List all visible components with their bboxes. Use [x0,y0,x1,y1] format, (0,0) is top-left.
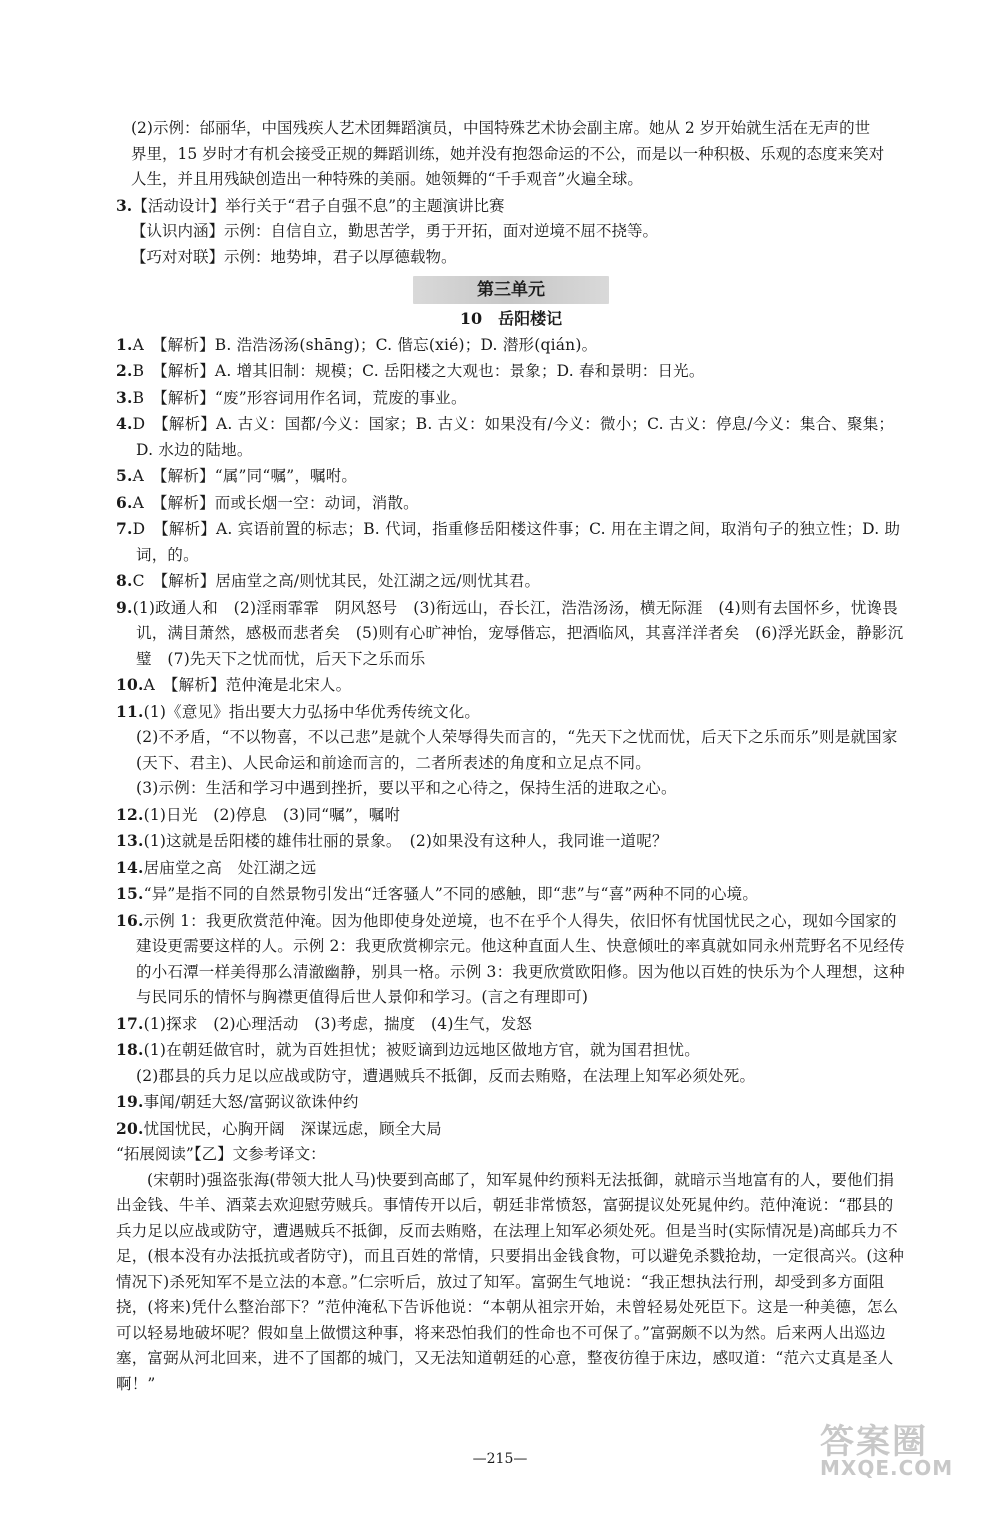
answer-number: 19. [116,1092,144,1111]
intro-line-1: (2)示例：邰丽华，中国残疾人艺术团舞蹈演员，中国特殊艺术协会副主席。她从 2 岁开始就生活在无声的世 [131,119,871,137]
answer-number: 15. [116,884,144,903]
answer-text: A 【解析】B. 浩浩汤汤(shāng)；C. 偕忘(xié)；D. 潜形(qián)。 [132,335,598,354]
lesson-title: 10 岳阳楼记 [459,309,563,328]
answer-item [116,855,906,882]
answer-text: (1)这就是岳阳楼的雄伟壮丽的景象。 (2)如果没有这种人，我同谁一道呢？ [143,832,668,850]
translation-body: (宋朝时)强盗张海(带领大批人马)快要到高邮了，知军晁仲约预料无法抵御，就暗示当地富有的人，要他们捐出金钱、牛羊、酒菜去欢迎慰劳贼兵。事情传开以后，朝廷非常愤怒，富弼提议处死晁仲约。范仲淹说：“郡县的兵力足以应战或防守，遭遇贼兵不抵御，反而去贿赂，在法理上知军必须处死。但是当时(实际情况是)高邮兵力不足，(根本没有办法抵抗或者防守)，而且百姓的常情，只要捐出金钱食物，可以避免杀戮抢劫，一定很高兴。(这种情况下)杀死知军不是立法的本意。”仁宗听后，放过了知军。富弼生气地说：“我正想执法行刑，却受到多方面阻挠，(将来)凭什么整治部下？”范仲淹私下告诉他说：“本朝从祖宗开始，未曾轻易处死臣下。这是一种美德，怎么可以轻易地破坏呢？假如皇上做惯这种事，将来恐怕我们的性命也不可保了。”富弼颇不以为然。后来两人出巡边塞，富弼从河北回来，进不了国都的城门，又无法知道朝廷的心意，整夜彷徨于床边，感叹道：“范六丈真是圣人啊！” [116,1170,905,1393]
answer-number: 11. [116,701,144,721]
answer-item [116,881,906,908]
answer-text: (1)在朝廷做官时，就为百姓担忧；被贬谪到边远地区做地方官，就为国君担忧。 [143,1041,700,1059]
answer-item [116,411,906,463]
answer-number: 9. [116,597,133,617]
answer-number: 12. [116,804,144,824]
answer-item [116,699,906,726]
answer-number: 10. [116,675,144,694]
answer-text: “异”是指不同的自然景物引发出“迁客骚人”不同的感触，即“悲”与“喜”两种不同的心境。 [143,885,759,903]
answer-item [116,358,906,385]
answer-number: 4. [116,414,133,433]
answer-text: (3)示例：生活和学习中遇到挫折，要以平和之心待之，保持生活的进取之心。 [136,779,677,797]
unit-banner: 第三单元 [413,276,609,304]
answer-number: 5. [116,466,133,485]
answer-text: B 【解析】A. 增其旧制：规模；C. 岳阳楼之大观也：景象；D. 春和景明：日光。 [132,362,705,380]
answer-number: 17. [116,1013,144,1033]
answer-text: D 【解析】A. 古义：国都/今义：国家；B. 古义：如果没有/今义：微小；C. 古义：停息/今义：集合、聚集；D. 水边的陆地。 [132,415,895,459]
answer-number: 6. [116,492,133,512]
answer-number: 18. [116,1040,144,1059]
answer-number: 2. [116,361,133,380]
answer-text: D 【解析】A. 宾语前置的标志；B. 代词，指重修岳阳楼这件事；C. 用在主谓之间，取消句子的独立性；D. 助词，的。 [132,520,901,564]
answer-item [116,1011,906,1038]
answer-text: (2)不矛盾，“不以物喜，不以己悲”是就个人荣辱得失而言的，“先天下之忧而忧，后天下之乐而乐”则是就国家(天下、君主)、人民命运和前途而言的，二者所表述的角度和立足点不同。 [136,728,898,772]
intro-line-3: 人生，并且用残缺创造出一种特殊的美丽。她领舞的“千手观音”火遍全球。 [131,170,643,188]
answer-text: A 【解析】而或长烟一空：动词，消散。 [132,493,419,512]
watermark-top: 答案圈 [820,1422,928,1462]
answer-item [116,802,906,829]
answer-item [116,385,906,412]
answer-item [116,463,906,490]
answer-text: (1)政通人和 (2)淫雨霏霏 阴风怒号 (3)衔远山，吞长江，浩浩汤汤，横无际涯 (4)则有去国怀乡，忧谗畏讥，满目萧然，感极而悲者矣 (5)则有心旷神怡，宠辱偕忘，把酒临风，其喜洋洋者矣 (6)浮光跃金，静影沉璧 (7)先天下之忧而忧，后天下之乐而乐 [132,598,904,668]
item-text: 【活动设计】举行关于“君子自强不息”的主题演讲比赛 [132,196,505,215]
page-number: —215— [472,1451,528,1467]
answer-number: 20. [116,1118,144,1138]
answer-item [116,1089,906,1116]
answer-item [116,595,906,673]
intro-block [116,116,906,270]
answer-number: 8. [116,571,133,590]
answer-text: C 【解析】居庙堂之高/则忧其民，处江湖之远/则忧其君。 [132,572,541,590]
answer-item [116,1064,906,1090]
activity-sub-2: 【巧对对联】示例：地势坤，君子以厚德载物。 [131,247,457,266]
activity-sub-1: 【认识内涵】示例：自信自立，勤思苦学，勇于开拓，面对逆境不屈不挠等。 [131,222,659,240]
answer-item [116,908,906,1011]
answer-number: 13. [116,831,144,850]
intro-line-2: 界里，15 岁时才有机会接受正规的舞蹈训练，她并没有抱怨命运的不公，而是以一种积极、乐观的态度来笑对 [131,144,885,163]
answer-item [116,672,906,699]
answer-list [116,332,906,1143]
watermark-bottom: MXQE.COM [820,1455,954,1480]
answer-text: 居庙堂之高 处江湖之远 [143,858,317,877]
answer-item [116,776,906,802]
answer-text: (1)日光 (2)停息 (3)同“嘱”，嘱咐 [143,805,401,824]
translation-heading: “拓展阅读”【乙】文参考译文： [116,1145,326,1163]
answer-number: 1. [116,334,133,354]
answer-item [116,490,906,517]
answer-number: 7. [116,519,133,538]
answer-text: A 【解析】“属”同“嘱”，嘱咐。 [132,467,358,485]
answer-text: 示例 1：我更欣赏范仲淹。因为他即使身处逆境，也不在乎个人得失，依旧怀有忧国忧民之心，现如今国家的建设更需要这样的人。示例 2：我更欣赏柳宗元。他这种直面人生、快意倾吐的率真就如同永州荒野名不见经传的小石潭一样美得那么清澈幽静，别具一格。示例 3：我更欣赏欧阳修。因为他以百姓的快乐为个人理想，这种与民同乐的情怀与胸襟更值得后世人景仰和学习。(言之有理即可) [136,911,905,1006]
answer-item [116,725,906,776]
translation-section [116,1142,906,1397]
answer-item [116,516,906,568]
item-number: 3. [116,195,133,215]
answer-number: 3. [116,387,133,407]
activity-item [116,193,906,220]
answer-number: 16. [116,910,144,930]
answer-item [116,1116,906,1143]
answer-text: 忧国忧民，心胸开阔 深谋远虑，顾全大局 [143,1119,442,1138]
answer-text: (1)《意见》指出要大力弘扬中华优秀传统文化。 [143,702,481,721]
watermark-logo [820,1422,990,1510]
answer-text: (2)郡县的兵力足以应战或防守，遭遇贼兵不抵御，反而去贿赂，在法理上知军必须处死。 [136,1066,756,1085]
answer-text: A 【解析】范仲淹是北宋人。 [143,676,352,694]
page-content [116,116,906,1397]
answer-item [116,828,906,855]
answer-item [116,1037,906,1064]
answer-text: (1)探求 (2)心理活动 (3)考虑，揣度 (4)生气，发怒 [143,1014,533,1033]
answer-text: B 【解析】“废”形容词用作名词，荒废的事业。 [132,388,467,407]
answer-item [116,568,906,595]
answer-text: 事闻/朝廷大怒/富弼议欲诛仲约 [143,1093,359,1111]
answer-item [116,332,906,359]
answer-number: 14. [116,857,144,877]
